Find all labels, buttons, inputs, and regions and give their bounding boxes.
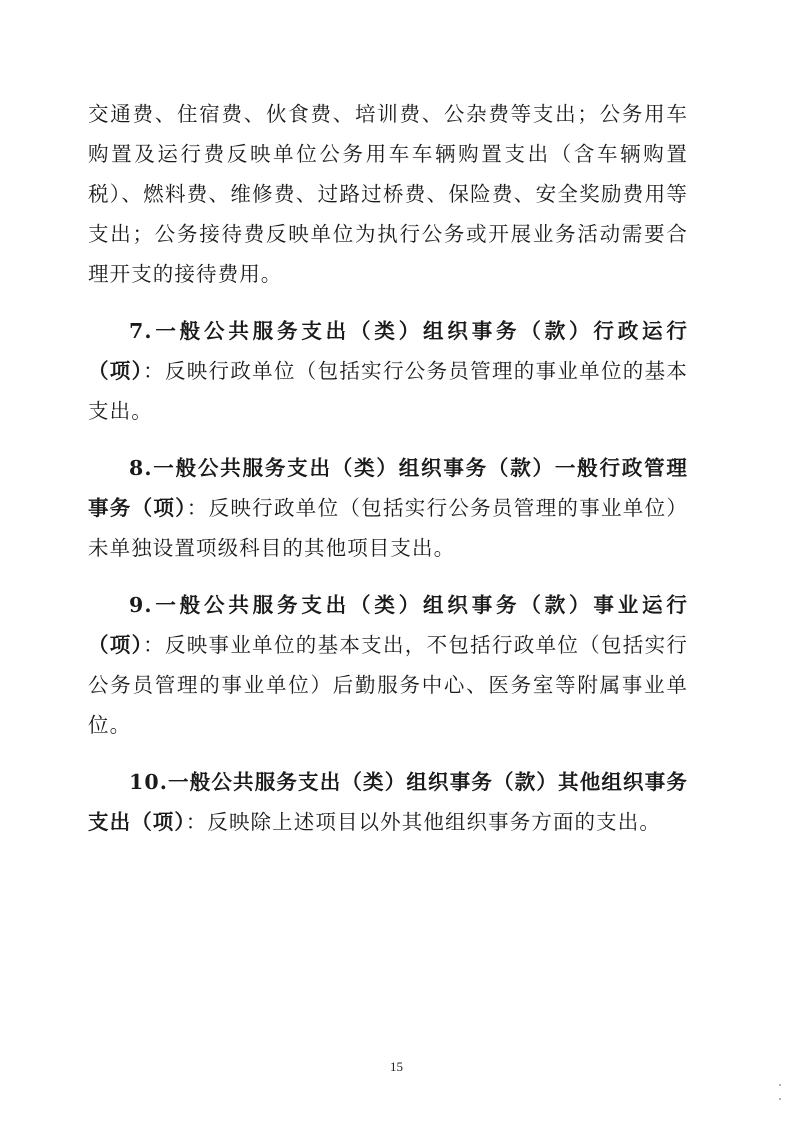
item-heading-7: 7.一般公共服务支出（类）组织事务（款）行政运行（项） [88, 319, 688, 383]
item-body-10: ：反映除上述项目以外其他组织事务方面的支出。 [185, 810, 661, 834]
item-body-9: ：反映事业单位的基本支出，不包括行政单位（包括实行公务员管理的事业单位）后勤服务中心、医务室等附属事业单位。 [88, 633, 688, 737]
intro-paragraph: 交通费、住宿费、伙食费、培训费、公杂费等支出；公务用车购置及运行费反映单位公务用车车辆购置支出（含车辆购置税）、燃料费、维修费、过路过桥费、保险费、安全奖励费用等支出；公务接待费反映单位为执行公务或开展业务活动需要合理开支的接待费用。 [88, 102, 688, 286]
item-paragraph-7 [88, 311, 688, 431]
item-paragraph-10 [88, 762, 688, 842]
item-body-7: ：反映行政单位（包括实行公务员管理的事业单位的基本支出。 [88, 359, 688, 423]
scan-speck [779, 1084, 781, 1086]
page-number: 15 [390, 1059, 403, 1074]
item-heading-8: 8.一般公共服务支出（类）组织事务（款）一般行政管理事务（项） [88, 456, 688, 520]
item-heading-10: 10.一般公共服务支出（类）组织事务（款）其他组织事务支出（项） [88, 770, 688, 834]
item-heading-9: 9.一般公共服务支出（类）组织事务（款）事业运行（项） [88, 593, 688, 657]
item-paragraph-9 [88, 585, 688, 745]
item-body-8: ：反映行政单位（包括实行公务员管理的事业单位）未单独设置项级科目的其他项目支出。 [88, 496, 688, 560]
document-body [88, 94, 688, 842]
scan-speck [779, 1098, 781, 1100]
item-paragraph-8 [88, 448, 688, 568]
